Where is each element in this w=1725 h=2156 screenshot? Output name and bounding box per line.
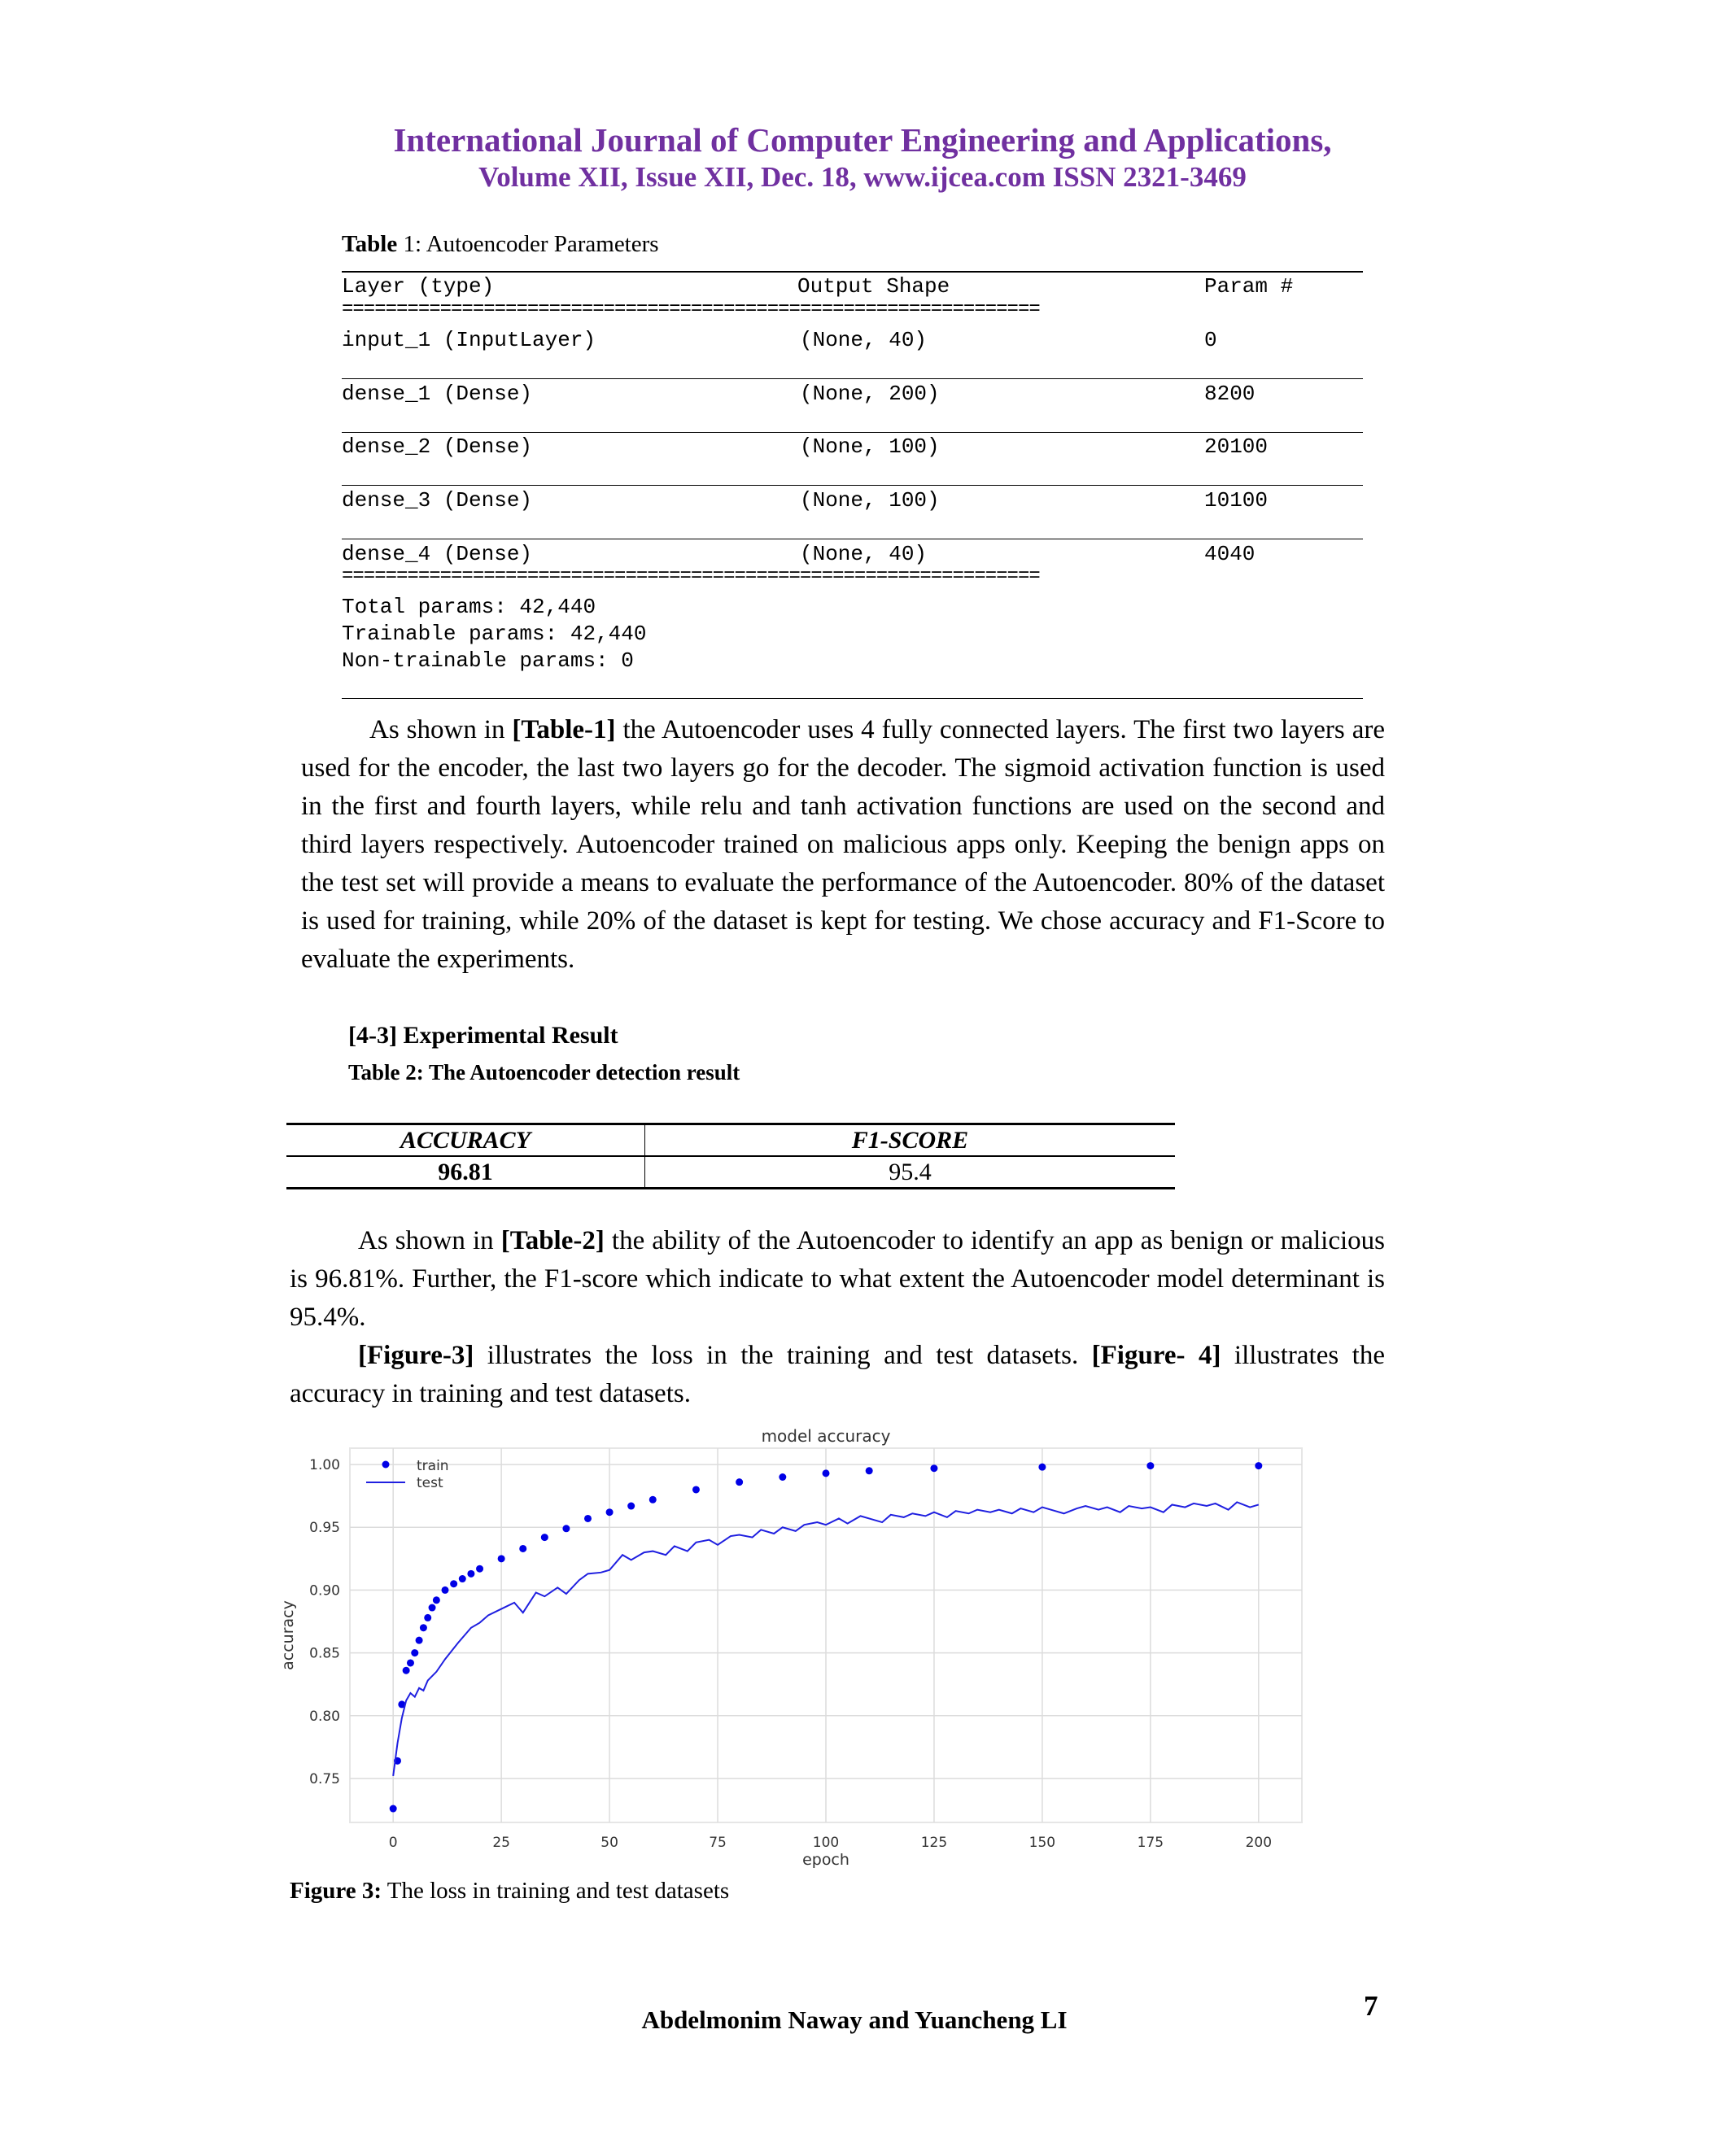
table1-row-params: 20100 <box>1204 434 1269 459</box>
series-train-point <box>407 1659 414 1666</box>
table2-caption: Table 2: The Autoencoder detection result <box>348 1060 740 1085</box>
series-train-point <box>498 1555 505 1562</box>
series-train-point <box>450 1580 457 1587</box>
table1-row-shape: (None, 40) <box>800 542 928 566</box>
y-tick-label: 0.85 <box>309 1645 340 1662</box>
para3-text: illustrates the loss in the training and test datasets. <box>474 1341 1092 1370</box>
x-tick-label: 200 <box>1245 1835 1273 1851</box>
table2-header-accuracy: ACCURACY <box>286 1124 645 1157</box>
paragraph-figure-references <box>290 1337 1385 1413</box>
y-tick-label: 0.90 <box>309 1582 340 1600</box>
series-train-point <box>930 1464 937 1472</box>
paragraph-table2-discussion <box>290 1222 1385 1337</box>
table1-row-rule <box>342 432 1363 433</box>
series-train-point <box>403 1667 410 1674</box>
series-train-point <box>1038 1464 1046 1471</box>
para2-text: As shown in <box>358 1226 501 1255</box>
series-train-point <box>416 1637 423 1644</box>
table2-reference: [Table-2] <box>500 1226 605 1255</box>
table1-caption-label: Table <box>342 231 398 257</box>
table1-total-params: Total params: 42,440 <box>342 595 596 619</box>
table1-nontrainable-params: Non-trainable params: 0 <box>342 648 634 673</box>
x-tick-label: 100 <box>812 1835 840 1851</box>
table1-header-param: Param # <box>1204 274 1294 299</box>
para1-text: As shown in <box>369 715 513 744</box>
y-tick-label: 0.95 <box>309 1520 340 1537</box>
y-tick-label: 0.75 <box>309 1770 340 1787</box>
table1-top-rule <box>342 271 1363 273</box>
table1-reference: [Table-1] <box>512 715 616 744</box>
series-train-point <box>1255 1462 1262 1469</box>
series-train-point <box>476 1565 483 1573</box>
x-tick-label: 75 <box>709 1835 727 1851</box>
series-train-point <box>442 1586 449 1594</box>
series-train-point <box>467 1570 474 1578</box>
figure4-reference: [Figure- 4] <box>1091 1341 1221 1370</box>
figure-caption <box>290 1878 729 1905</box>
series-train-point <box>519 1545 526 1552</box>
figure-caption-label: Figure 3: <box>290 1878 382 1904</box>
series-train-point <box>627 1503 635 1510</box>
table1-row-layer: dense_2 (Dense) <box>342 434 533 459</box>
x-tick-label: 150 <box>1028 1835 1056 1851</box>
para3-text: illustrates the accuracy in training and test datasets. <box>290 1341 1385 1408</box>
series-train-point <box>424 1614 431 1621</box>
table2-header-f1: F1-SCORE <box>851 1126 969 1154</box>
table1-row-shape: (None, 200) <box>800 382 940 406</box>
journal-subtitle: Volume XII, Issue XII, Dec. 18, www.ijcea.com ISSN 2321-3469 <box>478 161 1247 193</box>
legend-label-test: test <box>417 1475 443 1491</box>
series-train-point <box>649 1496 657 1504</box>
x-tick-label: 0 <box>388 1835 398 1851</box>
table1-row-params: 10100 <box>1204 488 1269 513</box>
series-train-point <box>390 1805 397 1813</box>
journal-title: International Journal of Computer Engineering and Applications, <box>393 121 1332 159</box>
para2-text: the ability of the Autoencoder to identify an app as benign or malicious is 96.81%. Further, the F1-score which indicate to what extent the Autoencoder model determinant is 95.4%. <box>290 1226 1385 1332</box>
table1-trainable-params: Trainable params: 42,440 <box>342 622 647 646</box>
paragraph-table1-discussion <box>301 711 1385 979</box>
table1-row-layer: dense_4 (Dense) <box>342 542 533 566</box>
table1-separator: ================================================================ <box>342 565 1040 587</box>
series-train-point <box>1146 1462 1154 1469</box>
table2 <box>286 1123 1175 1189</box>
y-tick-label: 0.80 <box>309 1708 340 1725</box>
y-axis-label: accuracy <box>279 1600 297 1670</box>
table1-row-params: 4040 <box>1204 542 1256 566</box>
series-train-point <box>779 1473 786 1481</box>
y-tick-label: 1.00 <box>309 1457 340 1474</box>
x-tick-label: 175 <box>1137 1835 1164 1851</box>
series-train-point <box>429 1604 436 1612</box>
table1-caption-text: 1: Autoencoder Parameters <box>397 231 659 257</box>
section-heading: [4-3] Experimental Result <box>348 1022 618 1049</box>
table1-caption <box>342 231 659 258</box>
table1-row-rule <box>342 485 1363 486</box>
table1-header-layer: Layer (type) <box>342 274 495 299</box>
legend-marker-train <box>382 1461 390 1469</box>
table1-row-shape: (None, 100) <box>800 488 940 513</box>
series-train-point <box>433 1596 440 1604</box>
x-tick-label: 125 <box>920 1835 948 1851</box>
series-train-point <box>541 1534 548 1541</box>
figure3-reference: [Figure-3] <box>358 1341 474 1370</box>
legend-label-train: train <box>417 1458 449 1474</box>
series-train-point <box>823 1469 830 1477</box>
x-tick-label: 25 <box>492 1835 510 1851</box>
x-axis-label: epoch <box>802 1851 849 1869</box>
series-train-point <box>584 1515 592 1522</box>
series-train-point <box>562 1525 570 1532</box>
table1-row-rule <box>342 378 1363 379</box>
table1-separator: ================================================================ <box>342 299 1040 321</box>
page-number: 7 <box>1364 1990 1378 2022</box>
series-train-point <box>411 1649 418 1656</box>
series-train-point <box>459 1575 466 1582</box>
footer-authors: Abdelmonim Naway and Yuancheng LI <box>641 2005 1068 2034</box>
series-train-point <box>866 1467 873 1474</box>
table2-value-f1: 95.4 <box>889 1158 932 1185</box>
series-train-point <box>692 1486 700 1493</box>
table1-row-layer: dense_1 (Dense) <box>342 382 533 406</box>
figure-caption-text: The loss in training and test datasets <box>382 1878 730 1904</box>
series-train-point <box>736 1478 743 1486</box>
table2-value-accuracy: 96.81 <box>286 1156 645 1189</box>
table1-row-shape: (None, 40) <box>800 328 928 352</box>
series-train-point <box>420 1624 427 1631</box>
table1-header-output: Output Shape <box>797 274 950 299</box>
table1-bottom-rule <box>342 698 1363 699</box>
series-train-point <box>606 1508 614 1516</box>
para1-text: the Autoencoder uses 4 fully connected layers. The first two layers are used for the encoder, the last two layers go for the decoder. The sigmoid activation function is used in the first and fourth layers, while relu and tanh activation functions are used on the second and third layers respectively. Autoencoder trained on malicious apps only. Keeping the benign apps on the test set will provide a means to evaluate the performance of the Autoencoder. 80% of the dataset is used for training, while 20% of the dataset is kept for testing. We chose accuracy and F1-Score to evaluate the experiments. <box>301 715 1385 974</box>
table1-row-params: 0 <box>1204 328 1217 352</box>
table1-row-shape: (None, 100) <box>800 434 940 459</box>
accuracy-chart <box>277 1424 1318 1869</box>
x-tick-label: 50 <box>600 1835 618 1851</box>
table1-row-layer: dense_3 (Dense) <box>342 488 533 513</box>
chart-title: model accuracy <box>761 1426 891 1446</box>
table1-row-layer: input_1 (InputLayer) <box>342 328 596 352</box>
table1-row-params: 8200 <box>1204 382 1256 406</box>
